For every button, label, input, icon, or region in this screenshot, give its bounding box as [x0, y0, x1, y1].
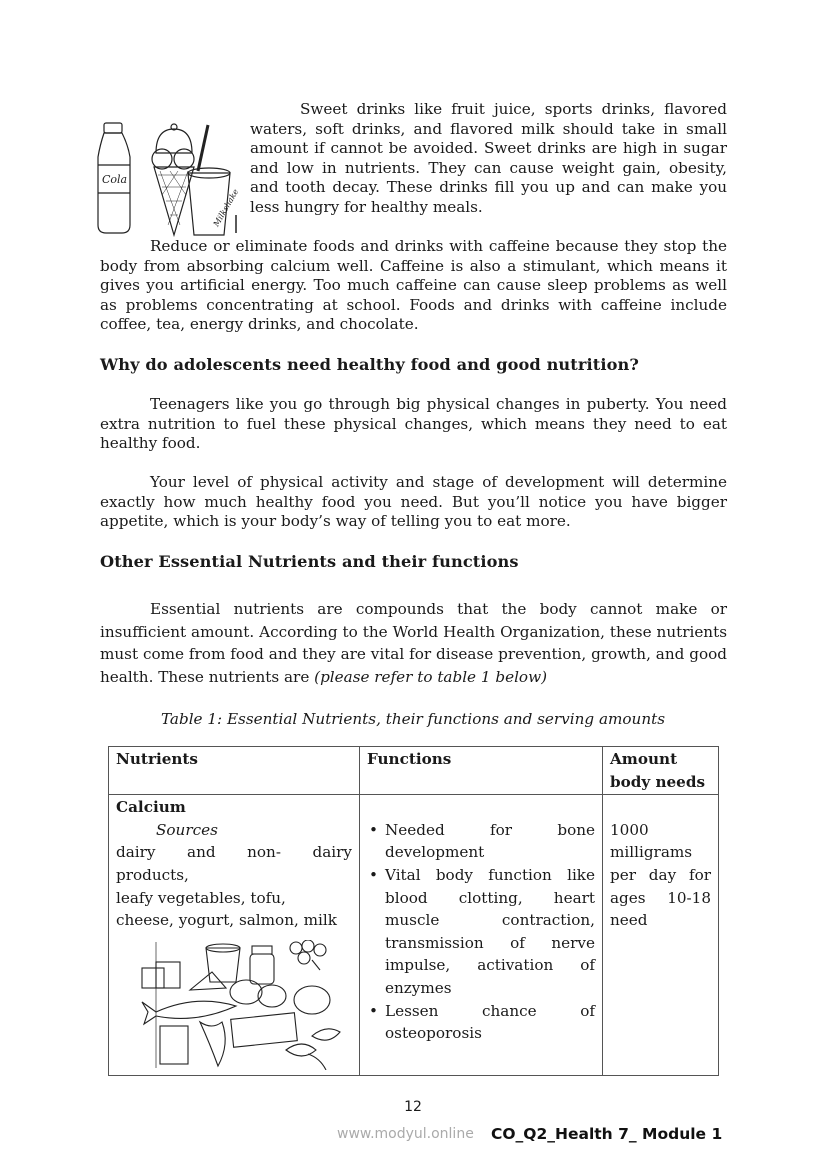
ice-cream-icon: [152, 124, 194, 235]
broccoli-icon: [290, 940, 326, 970]
functions-cell: [360, 795, 603, 1076]
functions-list: [367, 819, 595, 1045]
amount-value: 1000 milligrams per day for ages 10-18 need: [610, 820, 711, 930]
yogurt-icon: [206, 944, 240, 982]
sources-label: Sources: [156, 820, 218, 839]
table-row: [109, 795, 719, 1076]
caffeine-paragraph: Reduce or eliminate foods and drinks with caffeine because they stop the body from absorbing calcium well. Caffeine is also a stimulant, which means it gives you artificial energy. Too much caffeine can cause sleep problems as well as problems concentrating at school. Foods and drinks with caffeine include coffee, tea, energy drinks, and chocolate.: [100, 237, 727, 334]
section-heading-adolescents: Why do adolescents need healthy food and good nutrition?: [100, 355, 639, 374]
sweet-drinks-illustration: [90, 115, 240, 240]
sources-line: cheese, yogurt, salmon, milk: [116, 911, 337, 930]
milk-carton-icon: [142, 962, 180, 988]
amount-cell: [603, 795, 719, 1076]
nutrient-cell: [109, 795, 360, 1076]
footer-watermark: www.modyul.online: [337, 1126, 474, 1142]
basil-icon: [286, 1029, 340, 1070]
puberty-paragraph: Teenagers like you go through big physical changes in puberty. You need extra nutrition to fuel these physical changes, which means they need to eat healthy food.: [100, 395, 727, 453]
activity-paragraph: Your level of physical activity and stage of development will determine exactly how much healthy food you need. But you’ll notice you have bigger appetite, which is your body’s way of telling you to eat more.: [100, 473, 727, 531]
sources-line: dairy and non- dairy: [116, 843, 352, 862]
essential-nutrients-paragraph: [100, 598, 727, 689]
function-item: • Lessen chance of osteoporosis: [385, 1000, 595, 1045]
table-header-row: [109, 747, 719, 795]
sources-line: leafy vegetables, tofu,: [116, 888, 286, 907]
header-amount: Amount body needs: [603, 747, 719, 795]
milkshake-icon: [188, 125, 236, 235]
table-caption: Table 1: Essential Nutrients, their functions and serving amounts: [160, 710, 666, 728]
spinach-icon: [200, 1022, 225, 1066]
page-number: 12: [404, 1099, 422, 1115]
section-heading-nutrients: Other Essential Nutrients and their functions: [100, 552, 519, 571]
footer-module-label: CO_Q2_Health 7_ Module 1: [491, 1125, 723, 1143]
jar-icon: [250, 946, 274, 984]
tofu-icon: [160, 1026, 188, 1064]
sources-line: products,: [116, 865, 189, 884]
nutrient-name: Calcium: [116, 798, 186, 817]
sardine-tin-icon: [231, 1012, 298, 1047]
svg-text:Cola: Cola: [102, 173, 128, 186]
svg-text:Milkshake: Milkshake: [211, 187, 240, 229]
calcium-foods-illustration: [136, 940, 346, 1070]
essential-nutrients-text: Essential nutrients are compounds that the body cannot make or insufficient amount. According to the World Health Organization, these nutrients must come from food and they are vital for disease prevention, growth, and good health. These nutrients are: [100, 600, 727, 687]
function-item: • Needed for bone development: [385, 819, 595, 864]
leaf-icon: [230, 980, 330, 1014]
function-item: • Vital body function like blood clotting, heart muscle contraction, transmission of nerve impulse, activation of enzymes: [385, 864, 595, 1000]
header-functions: Functions: [360, 747, 603, 795]
sweet-drinks-paragraph: Sweet drinks like fruit juice, sports drinks, flavored waters, soft drinks, and flavored milk should take in small amount if cannot be avoided. Sweet drinks are high in sugar and low in nutrients. They can cause weight gain, obesity, and tooth decay. These drinks fill you up and can make you less hungry for healthy meals.: [250, 100, 727, 216]
cheese-icon: [190, 972, 226, 990]
header-nutrients: Nutrients: [109, 747, 360, 795]
table-reference: (please refer to table 1 below): [314, 668, 547, 687]
nutrients-table: [108, 746, 719, 1076]
